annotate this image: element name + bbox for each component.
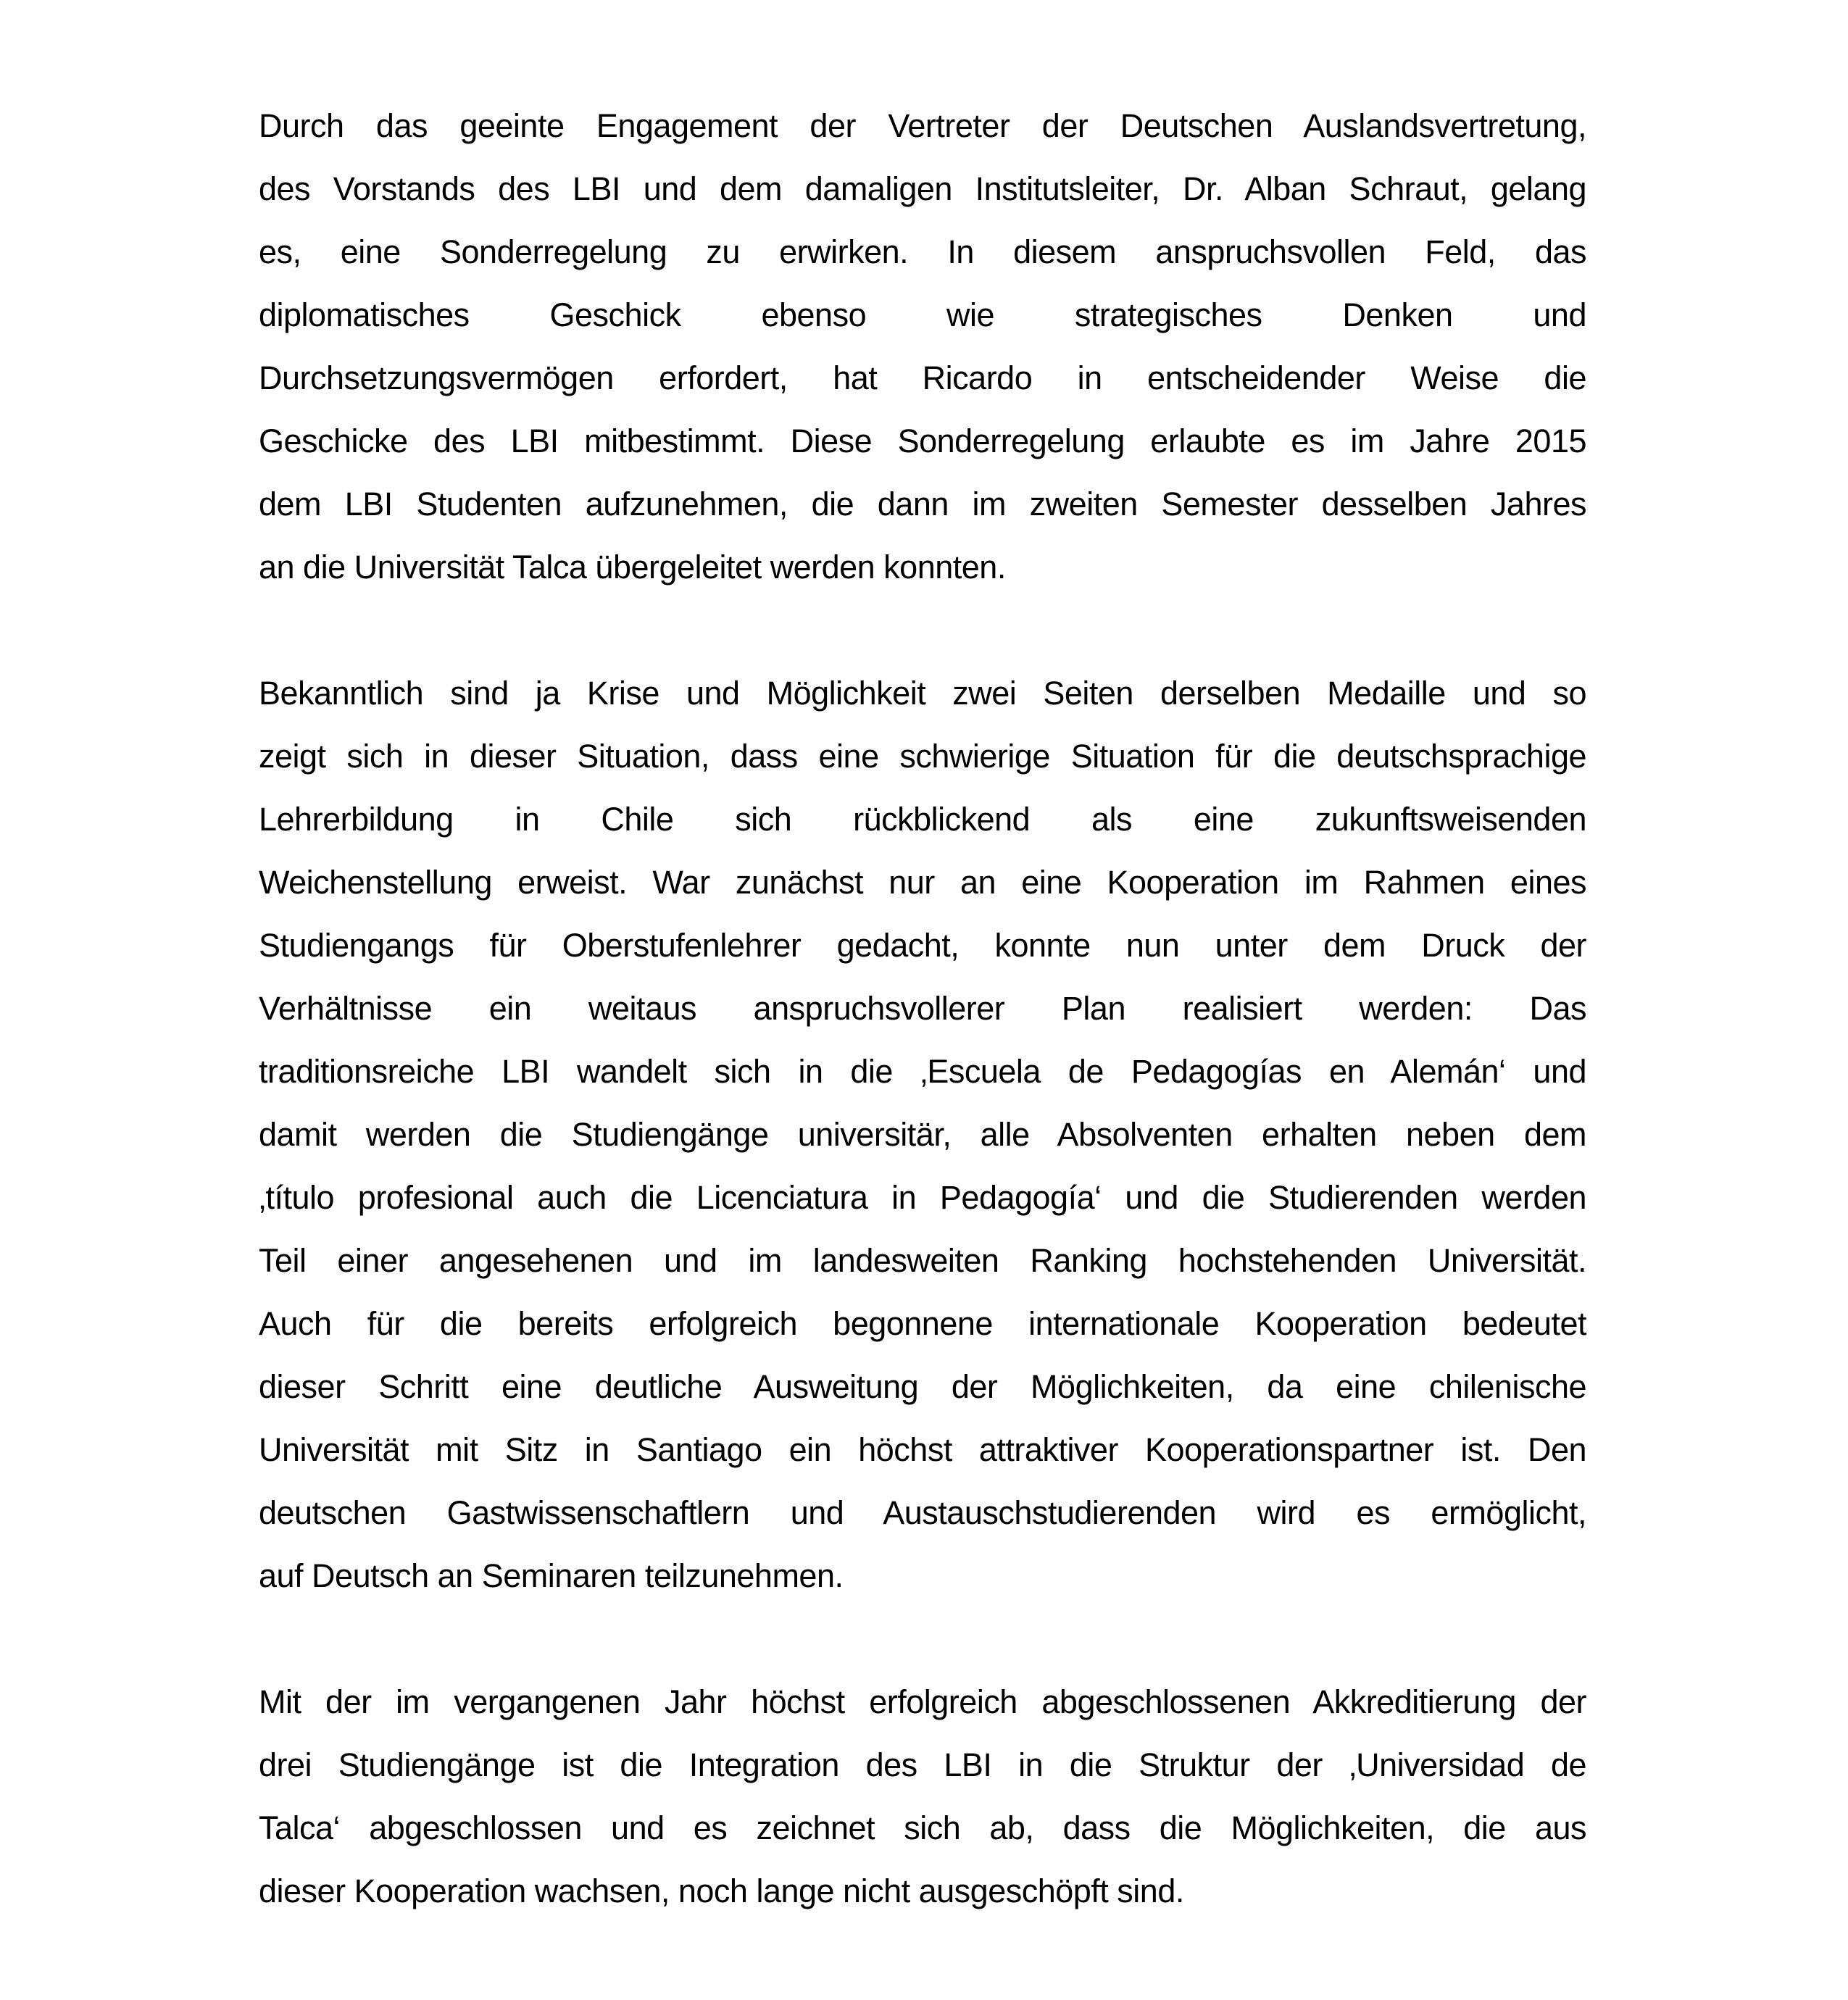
- text-line: Durchsetzungsvermögen erfordert, hat Ricardo in entscheidender Weise die: [259, 359, 1586, 396]
- text-line: dieser Kooperation wachsen, noch lange nicht ausgeschöpft sind.: [259, 1872, 1184, 1909]
- text-line: es, eine Sonderregelung zu erwirken. In diesem anspruchsvollen Feld, das: [259, 233, 1586, 270]
- paragraph: [259, 94, 1586, 599]
- paragraph: [259, 1670, 1586, 1922]
- text-line: Mit der im vergangenen Jahr höchst erfolgreich abgeschlossenen Akkreditierung der: [259, 1683, 1586, 1720]
- text-line: Studiengangs für Oberstufenlehrer gedacht, konnte nun unter dem Druck der: [259, 927, 1586, 964]
- text-line: auf Deutsch an Seminaren teilzunehmen.: [259, 1557, 844, 1594]
- text-line: diplomatisches Geschick ebenso wie strategisches Denken und: [259, 296, 1586, 333]
- text-line: dem LBI Studenten aufzunehmen, die dann im zweiten Semester desselben Jahres: [259, 486, 1586, 522]
- text-line: Lehrerbildung in Chile sich rückblickend als eine zukunftsweisenden: [259, 801, 1586, 838]
- text-line: Talca‘ abgeschlossen und es zeichnet sich ab, dass die Möglichkeiten, die aus: [259, 1809, 1586, 1846]
- text-line: Universität mit Sitz in Santiago ein höchst attraktiver Kooperationspartner ist. Den: [259, 1431, 1586, 1468]
- text-line: damit werden die Studiengänge universitär, alle Absolventen erhalten neben dem: [259, 1116, 1586, 1153]
- text-line: deutschen Gastwissenschaftlern und Austauschstudierenden wird es ermöglicht,: [259, 1494, 1586, 1531]
- text-line: ‚título profesional auch die Licenciatura in Pedagogía‘ und die Studierenden werden: [259, 1179, 1586, 1216]
- text-line: Teil einer angesehenen und im landesweiten Ranking hochstehenden Universität.: [259, 1242, 1586, 1279]
- text-line: dieser Schritt eine deutliche Ausweitung der Möglichkeiten, da eine chilenische: [259, 1368, 1586, 1405]
- text-line: Auch für die bereits erfolgreich begonnene internationale Kooperation bedeutet: [259, 1305, 1586, 1342]
- text-block: [259, 94, 1586, 1922]
- text-line: zeigt sich in dieser Situation, dass eine schwierige Situation für die deutschsprachige: [259, 738, 1586, 775]
- text-line: traditionsreiche LBI wandelt sich in die ‚Escuela de Pedagogías en Alemán‘ und: [259, 1053, 1586, 1090]
- paragraph: [259, 662, 1586, 1607]
- text-line: Geschicke des LBI mitbestimmt. Diese Sonderregelung erlaubte es im Jahre 2015: [259, 422, 1586, 459]
- text-line: des Vorstands des LBI und dem damaligen Institutsleiter, Dr. Alban Schraut, gelang: [259, 170, 1586, 207]
- text-line: Verhältnisse ein weitaus anspruchsvollerer Plan realisiert werden: Das: [259, 990, 1586, 1027]
- text-line: Durch das geeinte Engagement der Vertreter der Deutschen Auslandsvertretung,: [259, 107, 1586, 144]
- text-line: Bekanntlich sind ja Krise und Möglichkeit zwei Seiten derselben Medaille und so: [259, 675, 1586, 712]
- text-line: drei Studiengänge ist die Integration des LBI in die Struktur der ‚Universidad de: [259, 1746, 1586, 1783]
- text-line: Weichenstellung erweist. War zunächst nur an eine Kooperation im Rahmen eines: [259, 864, 1586, 901]
- text-line: an die Universität Talca übergeleitet werden konnten.: [259, 549, 1006, 586]
